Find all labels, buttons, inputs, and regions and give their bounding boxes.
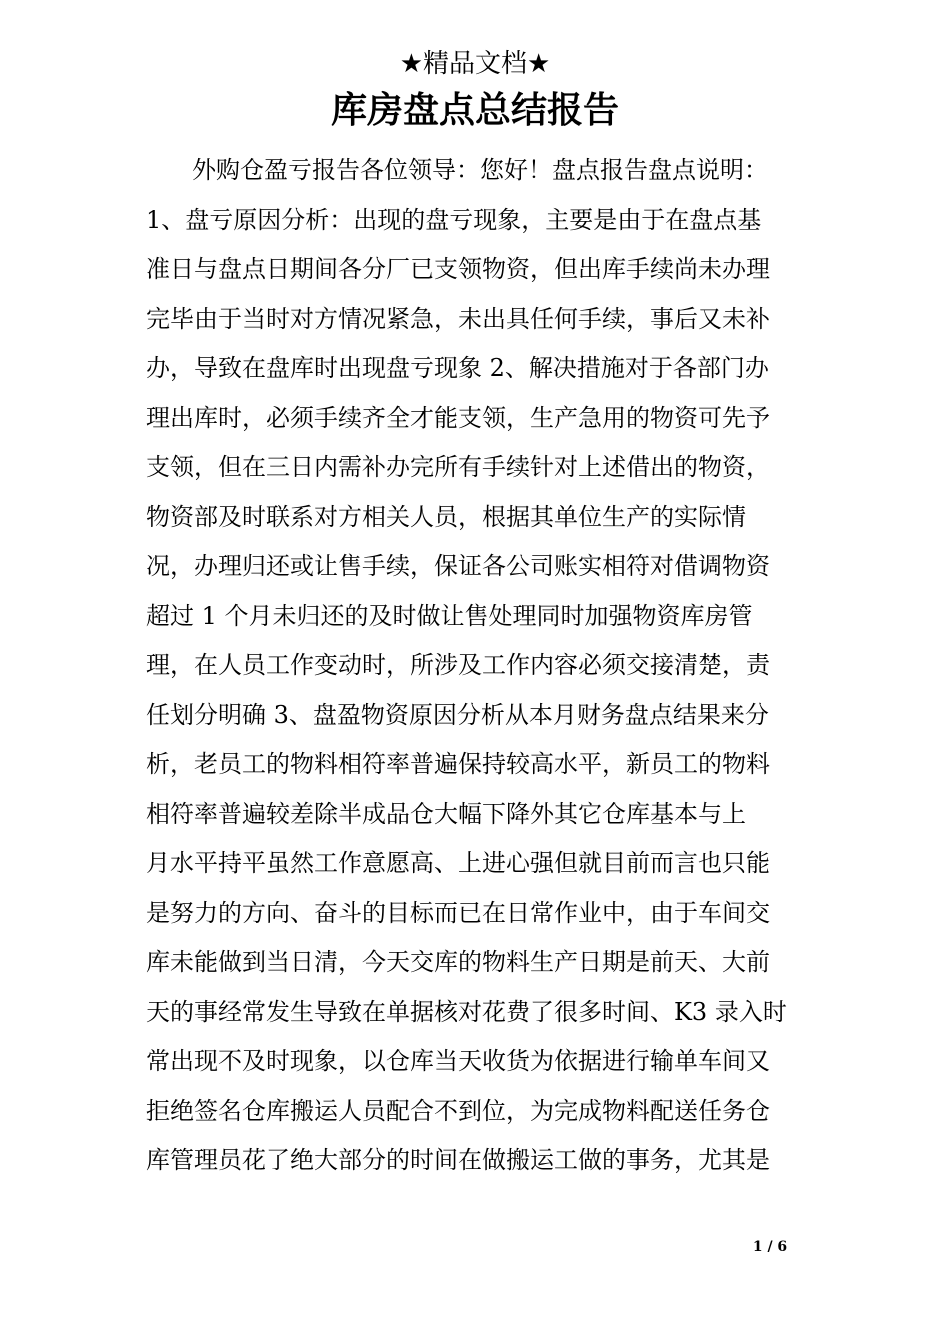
header-mark: ★精品文档★ [399,49,551,79]
text-line: 库管理员花了绝大部分的时间在做搬运工做的事务，尤其是 [146,1146,770,1174]
text-line: 理出库时，必须手续齐全才能支领，生产急用的物资可先予 [146,403,770,432]
text-line: 常出现不及时现象，以仓库当天收货为依据进行输单车间又 [146,1047,770,1075]
body-text [146,146,826,1186]
text-line: 准日与盘点日期间各分厂已支领物资，但出库手续尚未办理 [146,255,770,283]
text-line: 库未能做到当日清，今天交库的物料生产日期是前天、大前 [146,948,770,976]
text-line: 外购仓盈亏报告各位领导：您好！盘点报告盘点说明： [192,156,768,184]
text-line: 超过 1 个月未归还的及时做让售处理同时加强物资库房管 [146,601,753,630]
page-number: 1 / 6 [752,1239,788,1255]
text-line: 理，在人员工作变动时，所涉及工作内容必须交接清楚，责 [146,651,770,679]
text-line: 析，老员工的物料相符率普遍保持较高水平，新员工的物料 [146,750,770,778]
text-line: 1、盘亏原因分析：出现的盘亏现象，主要是由于在盘点基 [146,205,762,234]
text-line: 办，导致在盘库时出现盘亏现象 2、解决措施对于各部门办 [146,354,769,382]
text-line: 物资部及时联系对方相关人员，根据其单位生产的实际情 [146,502,746,531]
text-line: 是努力的方向、奋斗的目标而已在日常作业中，由于车间交 [146,898,770,927]
text-line: 拒绝签名仓库搬运人员配合不到位，为完成物料配送任务仓 [146,1096,770,1125]
text-line: 完毕由于当时对方情况紧急，未出具任何手续，事后又未补 [146,304,770,333]
text-line: 月水平持平虽然工作意愿高、上进心强但就目前而言也只能 [146,849,770,877]
text-line: 相符率普遍较差除半成品仓大幅下降外其它仓库基本与上 [146,799,746,828]
text-line: 况，办理归还或让售手续，保证各公司账实相符对借调物资 [146,552,770,580]
text-line: 任划分明确 3、盘盈物资原因分析从本月财务盘点结果来分 [146,700,769,729]
text-line: 支领，但在三日内需补办完所有手续针对上述借出的物资， [146,453,770,481]
document-title: 库房盘点总结报告 [330,90,619,131]
text-line: 天的事经常发生导致在单据核对花费了很多时间、K3 录入时 [146,997,787,1026]
